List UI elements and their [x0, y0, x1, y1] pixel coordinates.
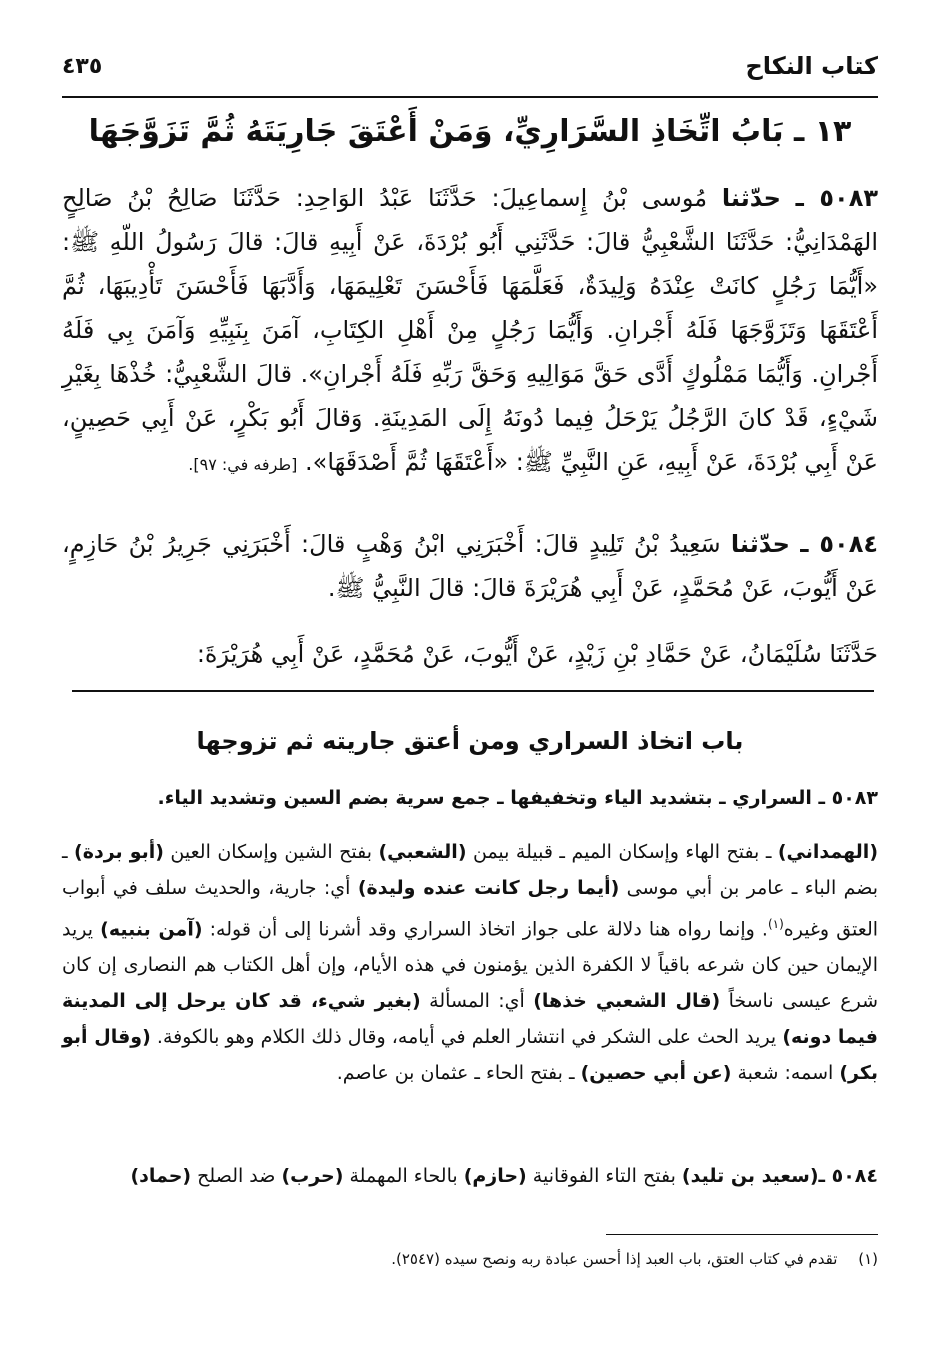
commentary-text: . وإنما رواه هنا دلالة على جواز اتخاذ السراري وقد أشرنا إلى أن قوله: — [202, 918, 768, 941]
hadith-number: ٥٠٨٣ ـ — [795, 184, 878, 212]
commentary-term: (حماد) — [130, 1165, 192, 1187]
commentary-text: ـ بضم الباء ـ عامر بن أبي موسى — [62, 841, 878, 899]
hadith-reference: [طرفه في: ٩٧]. — [188, 455, 298, 474]
hadith-text: مُوسى بْنُ إِسماعِيلَ: حَدَّثَنَا عَبْدُ الوَاحِدِ: حَدَّثَنَا صَالِحُ بْنُ صَالِحٍ الهَمْدَانِيُّ: حَدَّثَنَا الشَّعْبِيُّ قالَ: حَدَّثَنِي أَبُو بُرْدَةَ، عَنْ أَبِيهِ قالَ: قالَ رَسُولُ اللّهِ ﷺ: «أَيُّمَا رَجُلٍ كانَتْ عِنْدَهُ وَلِيدَةٌ، فَعَلَّمَهَا فَأَحْسَنَ تَعْلِيمَهَا، وَأَدَّبَهَا فَأَحْسَنَ تَأْدِيبَهَا، ثُمَّ أَعْتَقَهَا وَتَزَوَّجَهَا فَلَهُ أَجْرانِ. وَأَيُّمَا رَجُلٍ مِنْ أَهْلِ الكِتَابِ، آمَنَ بِنَبِيِّهِ وَآمَنَ بِي فَلَهُ أَجْرانِ. وَأَيُّمَا مَمْلُوكٍ أَدَّى حَقَّ مَوَالِيهِ وَحَقَّ رَبِّهِ فَلَهُ أَجْرانِ». قالَ الشَّعْبِيُّ: خُذْهَا بِغَيْرِ شَيْءٍ، قَدْ كانَ الرَّجُلُ يَرْحَلُ فِيما دُونَهُ إِلَى المَدِينَةِ. وَقالَ أَبُو بَكْرٍ، عَنْ أَبِي حَصِينٍ، عَنْ أَبِي بُرْدَةَ، عَنْ أَبِيهِ، عَنِ النَّبِيِّ ﷺ: «أَعْتَقَهَا ثُمَّ أَصْدَقَهَا». — [62, 184, 878, 476]
commentary-text: أي: جارية، والحديث سلف في أبواب العتق وغيره — [62, 877, 879, 941]
hadith-number: ٥٠٨٤ ـ — [800, 530, 878, 558]
commentary-term: (قال الشعبي خذها) — [533, 990, 721, 1013]
commentary-number: ٥٠٨٤ ـ — [818, 1165, 878, 1187]
commentary-term: (آمن بنبيه) — [100, 918, 203, 941]
commentary-text: يريد الحث على الشكر في انتشار العلم في أيامه، وقال ذلك الكلام وهو بالكوفة. — [150, 1026, 783, 1049]
commentary-term: (الهمداني) — [777, 841, 878, 863]
book-title: كتاب النكاح — [745, 52, 878, 80]
footnote-rule — [606, 1234, 878, 1235]
commentary-text: ضد الصلح — [191, 1165, 282, 1187]
footnote-marker: (١) — [767, 917, 784, 931]
commentary-term: (سعيد بن تليد) — [681, 1165, 819, 1187]
page-header — [62, 44, 878, 96]
commentary-title: باب اتخاذ السراري ومن أعتق جاريته ثم تزوجها — [196, 727, 744, 755]
commentary-text: ـ بفتح الهاء وإسكان الميم ـ قبيلة بيمن — [466, 841, 778, 863]
page-number: ٤٣٥ — [62, 54, 103, 79]
commentary-term: (أبو بردة) — [74, 841, 164, 863]
commentary-5083-heading: ٥٠٨٣ ـ السراري ـ بتشديد الياء وتخفيفها ـ جمع سرية بضم السين وتشديد الياء. — [157, 787, 878, 809]
commentary-5084 — [62, 1158, 878, 1194]
commentary-term: (الشعبي) — [378, 841, 467, 863]
commentary-text: بفتح الشين وإسكان العين — [163, 841, 379, 863]
footnote-number: (١) — [858, 1250, 878, 1268]
hadith-text: سَعِيدُ بْنُ تَلِيدٍ قالَ: أَخْبَرَنِي ابْنُ وَهْبٍ قالَ: أَخْبَرَنِي جَرِيرُ بْنُ حَازِمٍ، عَنْ أَيُّوبَ، عَنْ مُحَمَّدٍ، عَنْ أَبِي هُرَيْرَةَ قالَ: قالَ النَّبِيُّ ﷺ. — [62, 530, 878, 602]
hadith-5084 — [62, 522, 878, 610]
chapter-title: ١٣ ـ بَابُ اتِّخَاذِ السَّرَارِيِّ، وَمَنْ أَعْتَقَ جَارِيَتَهُ ثُمَّ تَزَوَّجَهَا — [88, 114, 852, 149]
footnote-text: تقدم في كتاب العتق، باب العبد إذا أحسن عبادة ربه ونصح سيده (٢٥٤٧). — [391, 1250, 838, 1268]
commentary-term: (حرب) — [281, 1165, 344, 1187]
commentary-text: بالحاء المهملة — [343, 1165, 464, 1187]
commentary-term: (أيما رجل كانت عنده وليدة) — [357, 877, 620, 899]
commentary-term: (وقال أبو بكر) — [62, 1026, 878, 1085]
commentary-text: بفتح التاء الفوقانية — [526, 1165, 682, 1187]
commentary-text: ـ بفتح الحاء ـ عثمان بن عاصم. — [336, 1062, 581, 1085]
hadith-lead: حدّثنا — [730, 530, 790, 558]
hadith-text: حَدَّثَنَا سُلَيْمَانُ، عَنْ حَمَّادِ بْنِ زَيْدٍ، عَنْ أَيُّوبَ، عَنْ مُحَمَّدٍ، عَنْ أَبِي هُرَيْرَةَ: — [196, 640, 878, 668]
commentary-divider — [72, 690, 874, 692]
hadith-5084-chain — [62, 632, 878, 676]
hadith-5083 — [62, 176, 878, 487]
hadith-lead: حدّثنا — [721, 184, 781, 212]
commentary-term: (عن أبي حصين) — [580, 1062, 732, 1085]
header-rule — [62, 96, 878, 98]
commentary-text: اسمه: شعبة — [731, 1062, 840, 1085]
footnote — [62, 1246, 878, 1272]
commentary-5083 — [62, 834, 878, 1091]
commentary-term: (حازم) — [463, 1165, 527, 1187]
commentary-text: أي: المسألة — [420, 990, 534, 1013]
commentary-term: (بغير شيء، قد كان يرحل إلى المدينة فيما دونه) — [62, 990, 879, 1049]
commentary-text: يريد الإيمان حين كان شرعه باقياً لا الكفرة الذين يؤمنون في هذه الأيام، وإن أهل الكتاب هم النصارى إن كان شرع عيسى ناسخاً — [62, 918, 878, 1013]
